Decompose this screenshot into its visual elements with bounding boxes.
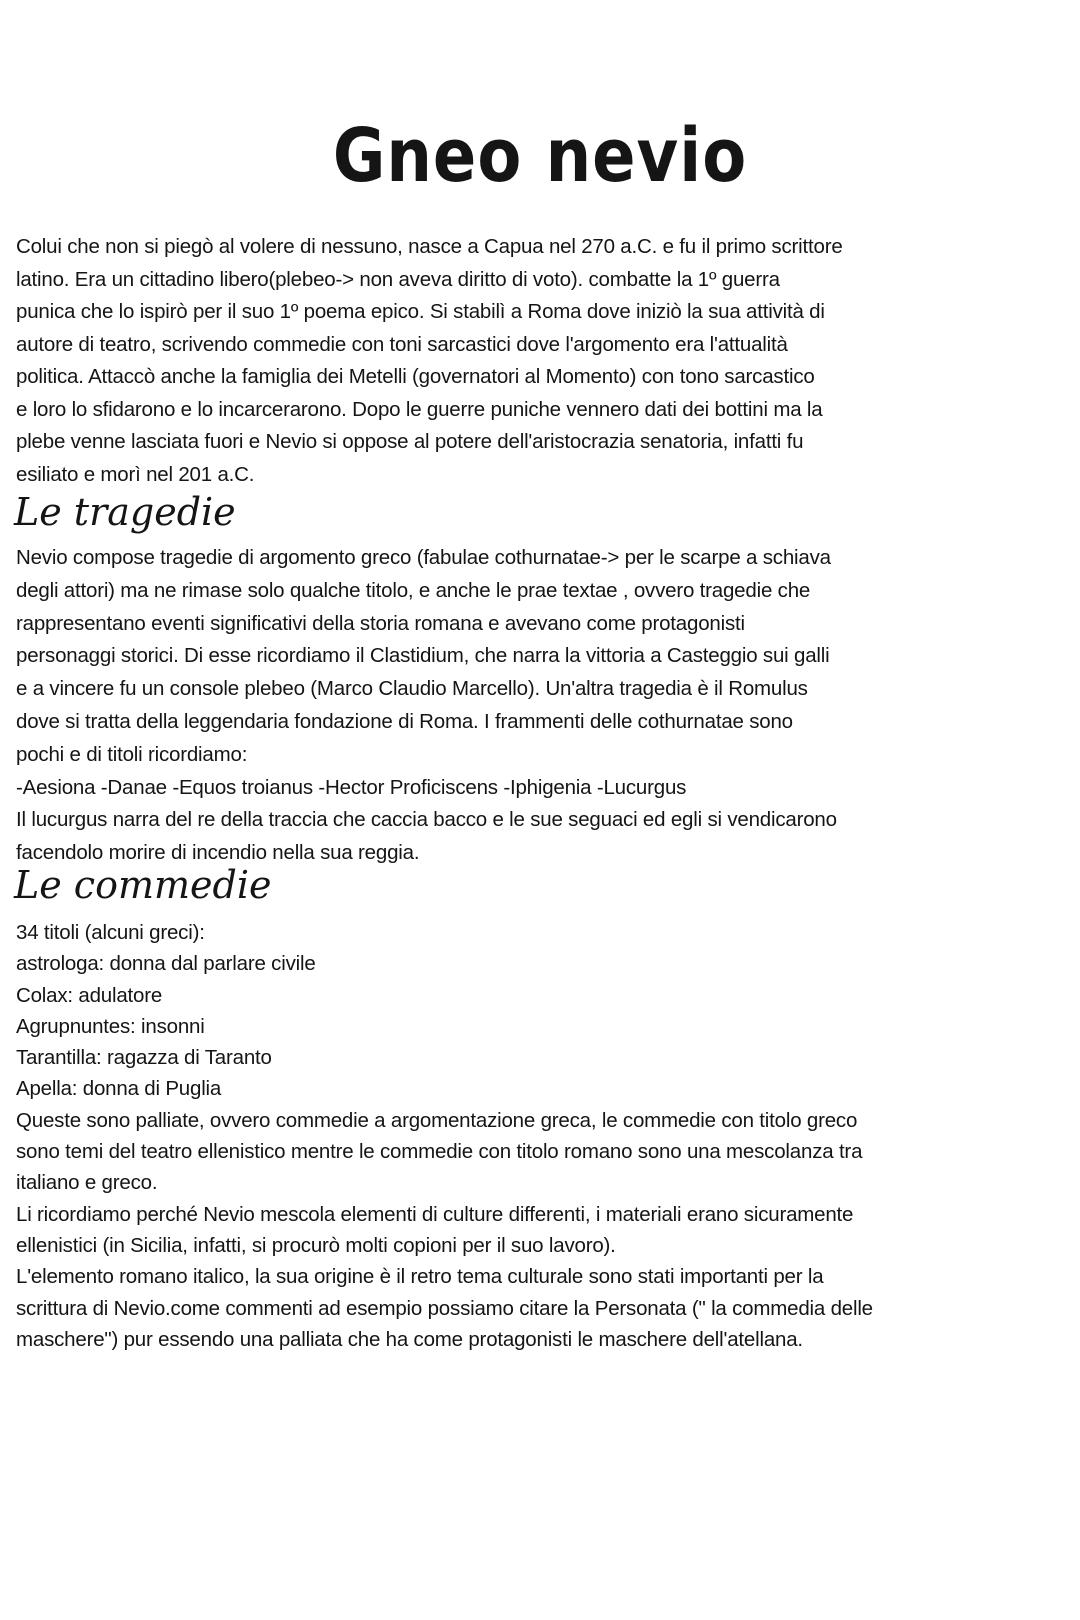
text-line: Agrupnuntes: insonni: [16, 1014, 205, 1038]
text-line: Queste sono palliate, ovvero commedie a argomentazione greca, le commedie con titolo greco: [16, 1108, 858, 1132]
text-line: maschere") pur essendo una palliata che ha come protagonisti le maschere dell'atellana.: [16, 1327, 803, 1351]
text-line: Apella: donna di Puglia: [16, 1077, 222, 1101]
document-title: Gneo nevio: [332, 114, 748, 200]
text-line: autore di teatro, scrivendo commedie con toni sarcastici dove l'argomento era l'attualità: [16, 332, 788, 356]
text-line: Colui che non si piegò al volere di nessuno, nasce a Capua nel 270 a.C. e fu il primo scrittore: [16, 235, 843, 258]
text-line: dove si tratta della leggendaria fondazione di Roma. I frammenti delle cothurnatae sono: [16, 709, 793, 733]
text-line: latino. Era un cittadino libero(plebeo-> non aveva diritto di voto). combatte la 1º guerra: [16, 267, 780, 291]
text-line: punica che lo ispirò per il suo 1º poema epico. Si stabilì a Roma dove iniziò la sua attività di: [16, 300, 825, 323]
text-line: plebe venne lasciata fuori e Nevio si oppose al potere dell'aristocrazia senatoria, infatti fu: [16, 430, 804, 453]
text-line: italiano e greco.: [16, 1171, 158, 1195]
text-line: rappresentano eventi significativi della storia romana e avevano come protagonisti: [16, 611, 745, 635]
text-line: politica. Attaccò anche la famiglia dei Metelli (governatori al Momento) con tono sarcastico: [16, 365, 815, 388]
text-line: degli attori) ma ne rimase solo qualche titolo, e anche le prae textae , ovvero tragedie che: [16, 578, 811, 602]
text-line: astrologa: donna dal parlare civile: [16, 952, 316, 976]
text-line: pochi e di titoli ricordiamo:: [16, 742, 248, 766]
text-line: ellenistici (in Sicilia, infatti, si procurò molti copioni per il suo lavoro).: [16, 1233, 616, 1257]
text-line: personaggi storici. Di esse ricordiamo il Clastidium, che narra la vittoria a Casteggio sui galli: [16, 644, 830, 668]
text-line: L'elemento romano italico, la sua origine è il retro tema culturale sono stati importanti per la: [16, 1265, 824, 1289]
text-line: facendolo morire di incendio nella sua reggia.: [16, 841, 420, 865]
text-line: Li ricordiamo perché Nevio mescola elementi di culture differenti, i materiali erano sicuramente: [16, 1202, 854, 1226]
text-line: esiliato e morì nel 201 a.C.: [16, 462, 255, 486]
intro-paragraph: [16, 231, 1066, 491]
section-heading-commedie: Le commedie: [14, 863, 272, 907]
text-line: e loro lo sfidarono e lo incarcerarono. Dopo le guerre puniche vennero dati dei bottini ma la: [16, 397, 823, 421]
text-line: Il lucurgus narra del re della traccia che caccia bacco e le sue seguaci ed egli si vendicarono: [16, 808, 837, 832]
text-line: Nevio compose tragedie di argomento greco (fabulae cothurnatae-> per le scarpe a schiava: [16, 546, 831, 569]
text-line: scrittura di Nevio.come commenti ad esempio possiamo citare la Personata (" la commedia delle: [16, 1296, 873, 1320]
tragedie-paragraph: [16, 542, 1066, 870]
commedie-paragraph: [16, 917, 1066, 1355]
text-line: e a vincere fu un console plebeo (Marco Claudio Marcello). Un'altra tragedia è il Romulus: [16, 677, 808, 701]
text-line: sono temi del teatro ellenistico mentre le commedie con titolo romano sono una mescolanza tra: [16, 1140, 863, 1164]
text-line: Colax: adulatore: [16, 983, 163, 1007]
text-line: -Aesiona -Danae -Equos troianus -Hector Proficiscens -Iphigenia -Lucurgus: [16, 775, 687, 799]
section-heading-tragedie: Le tragedie: [14, 490, 236, 534]
text-line: Tarantilla: ragazza di Taranto: [16, 1046, 272, 1070]
text-line: 34 titoli (alcuni greci):: [16, 921, 205, 944]
